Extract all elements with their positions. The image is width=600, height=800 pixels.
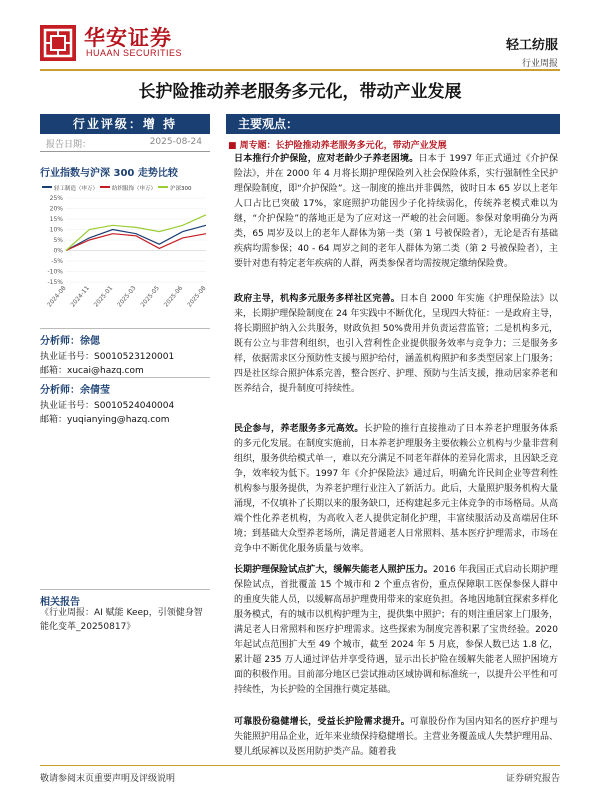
analyst-2-email — [40, 412, 169, 425]
x-tick-label: 2025-05 — [139, 284, 161, 309]
paragraph-3-body: 长护险的推行直接推动了日本养老护理服务体系的多元化发展。在制度实施前，日本养老护理服务主要依赖公立机构与少量非营利组织，服务供给模式单一，难以充分满足不同老年群体的差异化需求，且因缺乏竞争，效率较为低下。1997 年《介护保险法》通过后，明确允许民间企业等营利性机构参与服务提供，为养老护理行业注入了新活力。此后，大量照护服务机构大量涌现，不仅填补了长期以来的服务缺口，还构建起多元主体竞争的市场格局。从高端个性化养老机构，为高收入老人提供定制化护理，丰富续服活动及高端居住环境；到基础大众型养老场所，满足普通老人日常照料、基本医疗护理需求，市场在竞争中不断优化服务质量与效率。 — [234, 424, 559, 554]
x-tick-label: 2024-08 — [46, 284, 68, 309]
paragraph-5-body: 可靠股份作为国内知名的医疗护理与失能照护用品企业，近年来业绩保持稳健增长。主营业务覆盖成人失禁护理用品、婴儿纸尿裤以及医用防护类产品。随着我 — [234, 717, 559, 757]
paragraph-5-lead: 可靠股份稳健增长，受益长护险需求提升。 — [234, 717, 411, 727]
paragraph-5 — [234, 715, 558, 760]
y-tick-label: 0% — [53, 247, 63, 255]
paragraph-4-body: 2016 年我国正式启动长期护理保险试点，首批覆盖 15 个城市和 2 个重点省份，重点保障职工医保参保人群中的重度失能人员，以缓解高昂护理费用带来的家庭负担。各地因地制宜探索多样化服务模式，有的城市以机构护理为主，提供集中照护；有的则注重居家上门服务，满足老人日常照料和医疗护理需求。这些探索为制度完善积累了宝贵经验。2020 年起试点范围扩大至 49 个城市，截至 2024 年 5 月底，参保人数已达 1.8 亿，累计超 235 万人通过评估并享受待遇，显示出长护险在缓解失能老人照护困境方面的积极作用。目前部分地区已尝试推动区域协调和标准统一，以提升公平性和可持续性，为长护险的全国推行奠定基础。 — [234, 565, 559, 695]
report-type-label: 行业周报 — [521, 59, 558, 69]
weekly-topic-bullet: ■ 周专题：长护险推动养老服务多元化，带动产业发展 — [228, 141, 447, 151]
paragraph-1-body: 日本于 1997 年正式通过《介护保险法》，并在 2000 年 4 月将长期护理保险列入社会保险体系，实行强制性全民护理保险制度，即“介护保险”。这一制度的推出并非偶然，彼时日本 65 岁以上老年人口占比已突破 17%，家庭照护功能因少子化持续弱化，传统养老模式难以为继，“介护保险”的落地正是为了应对这一严峻的社会问题。参保对象明确分为两类，65 周岁及以上的老年人群体为第一类（第 1 号被保险者），无论是否有基础疾病均需参保；40 - 64 周岁之间的老年人群体为第二类（第 2 号被保险者），主要针对患有特定老年疾病的人群，两类参保者均需按规定缴纳保险费。 — [234, 154, 558, 269]
analyst-1-mail-link[interactable]: xucai@hazq.com — [67, 366, 144, 376]
y-tick-label: 20% — [49, 205, 63, 213]
series-line — [66, 215, 206, 251]
y-tick-label: -5% — [51, 258, 63, 265]
related-reports-heading: 相关报告 — [40, 597, 80, 608]
x-tick-label: 2025-01 — [92, 284, 115, 309]
y-tick-label: 25% — [49, 195, 63, 202]
analyst-2-cert — [40, 398, 174, 411]
paragraph-4 — [234, 563, 558, 698]
page-title: 长护险推动养老服务多元化，带动产业发展 — [138, 82, 462, 102]
related-divider — [40, 589, 210, 590]
legend-label: 纺织服饰（申万） — [112, 186, 157, 192]
paragraph-3 — [234, 422, 558, 557]
logo-seal-icon — [40, 25, 76, 61]
analyst-divider — [40, 377, 210, 378]
report-date-value: 2025-08-24 — [149, 137, 202, 147]
paragraph-4-lead: 长期护理保险试点扩大，缓解失能老人照护压力。 — [234, 565, 433, 575]
series-line — [66, 234, 206, 251]
analyst-2-cert-label: 执业证书号： — [40, 401, 95, 411]
logo-wordmark-en: HUAAN SECURITIES — [86, 48, 183, 58]
x-tick-label: 2025-08 — [186, 284, 208, 309]
x-tick-label: 2025-06 — [162, 284, 185, 309]
industry-rating: 行业评级：增 持 — [40, 114, 210, 134]
date-divider — [40, 151, 210, 152]
report-date — [40, 137, 210, 149]
paragraph-2 — [234, 292, 558, 397]
related-report-link[interactable]: 《行业周报：AI 赋能 Keep，引领健身智能化变革_20250817》 — [40, 608, 203, 632]
analyst-1-cert-label: 执业证书号： — [40, 352, 95, 362]
analyst-1-name: 分析师：徐偲 — [40, 336, 100, 347]
paragraph-3-lead: 民企参与，养老服务多元高效。 — [234, 424, 364, 434]
footer-report-label: 证券研究报告 — [505, 774, 560, 784]
y-tick-label: 5% — [53, 237, 63, 244]
analyst-2-mail-label: 邮箱： — [40, 415, 68, 425]
analyst-2-cert-value: S0010524040004 — [94, 401, 175, 411]
analyst-1-cert-value: S0010523120001 — [94, 352, 175, 362]
analyst-divider — [40, 328, 210, 329]
footer-divider — [40, 765, 560, 766]
legend-label: 轻工制造（申万） — [54, 186, 99, 192]
paragraph-2-body: 日本自 2000 年实施《护理保险法》以来，长期护理保险制度在 24 年实践中不断优化，呈现四大特征：一是政府主导，将长期照护纳入公共服务，财政负担 50%费用并负责运营监管；二是机构多元，既有公立与非营利组织，也引入营利性企业提供服务效率与竞争力；三是服务多样，依据需求区分预防性支援与照护给付，涵盖机构照护和多类型居家上门服务；四是社区综合照护体系完善，整合医疗、护理、预防与生活支援，推动居家养老和医养结合，提升制度可持续性。 — [234, 294, 559, 394]
analyst-1-mail-label: 邮箱： — [40, 366, 68, 376]
x-tick-label: 2024-11 — [69, 284, 91, 309]
analyst-1-cert — [40, 349, 174, 362]
logo-wordmark: 华安证券 — [84, 25, 172, 50]
analyst-2-name: 分析师：余倩莹 — [40, 385, 110, 396]
header-divider — [40, 69, 560, 71]
analyst-2-mail-link[interactable]: yuqianying@hazq.com — [67, 415, 170, 425]
industry-label: 轻工纺服 — [505, 38, 558, 53]
y-tick-label: -15% — [47, 279, 63, 286]
y-tick-label: 15% — [49, 216, 63, 223]
paragraph-1 — [234, 152, 558, 272]
y-tick-label: -10% — [47, 268, 63, 276]
paragraph-2-lead: 政府主导，机构多元服务多样社区完善。 — [234, 294, 401, 304]
footer-disclaimer: 敬请参阅末页重要声明及评级说明 — [40, 774, 176, 784]
y-tick-label: 10% — [49, 226, 63, 234]
index-trend-chart — [40, 182, 210, 322]
legend-label: 沪深300 — [170, 186, 192, 192]
chart-heading: 行业指数与沪深 300 走势比较 — [40, 168, 178, 179]
report-date-label: 报告日期： — [46, 140, 92, 150]
x-tick-label: 2025-03 — [116, 284, 138, 309]
paragraph-1-lead: 日本推行介护保险，应对老龄少子养老困境。 — [234, 154, 419, 164]
main-points-heading: 主要观点： — [226, 114, 560, 134]
analyst-1-email — [40, 363, 144, 376]
